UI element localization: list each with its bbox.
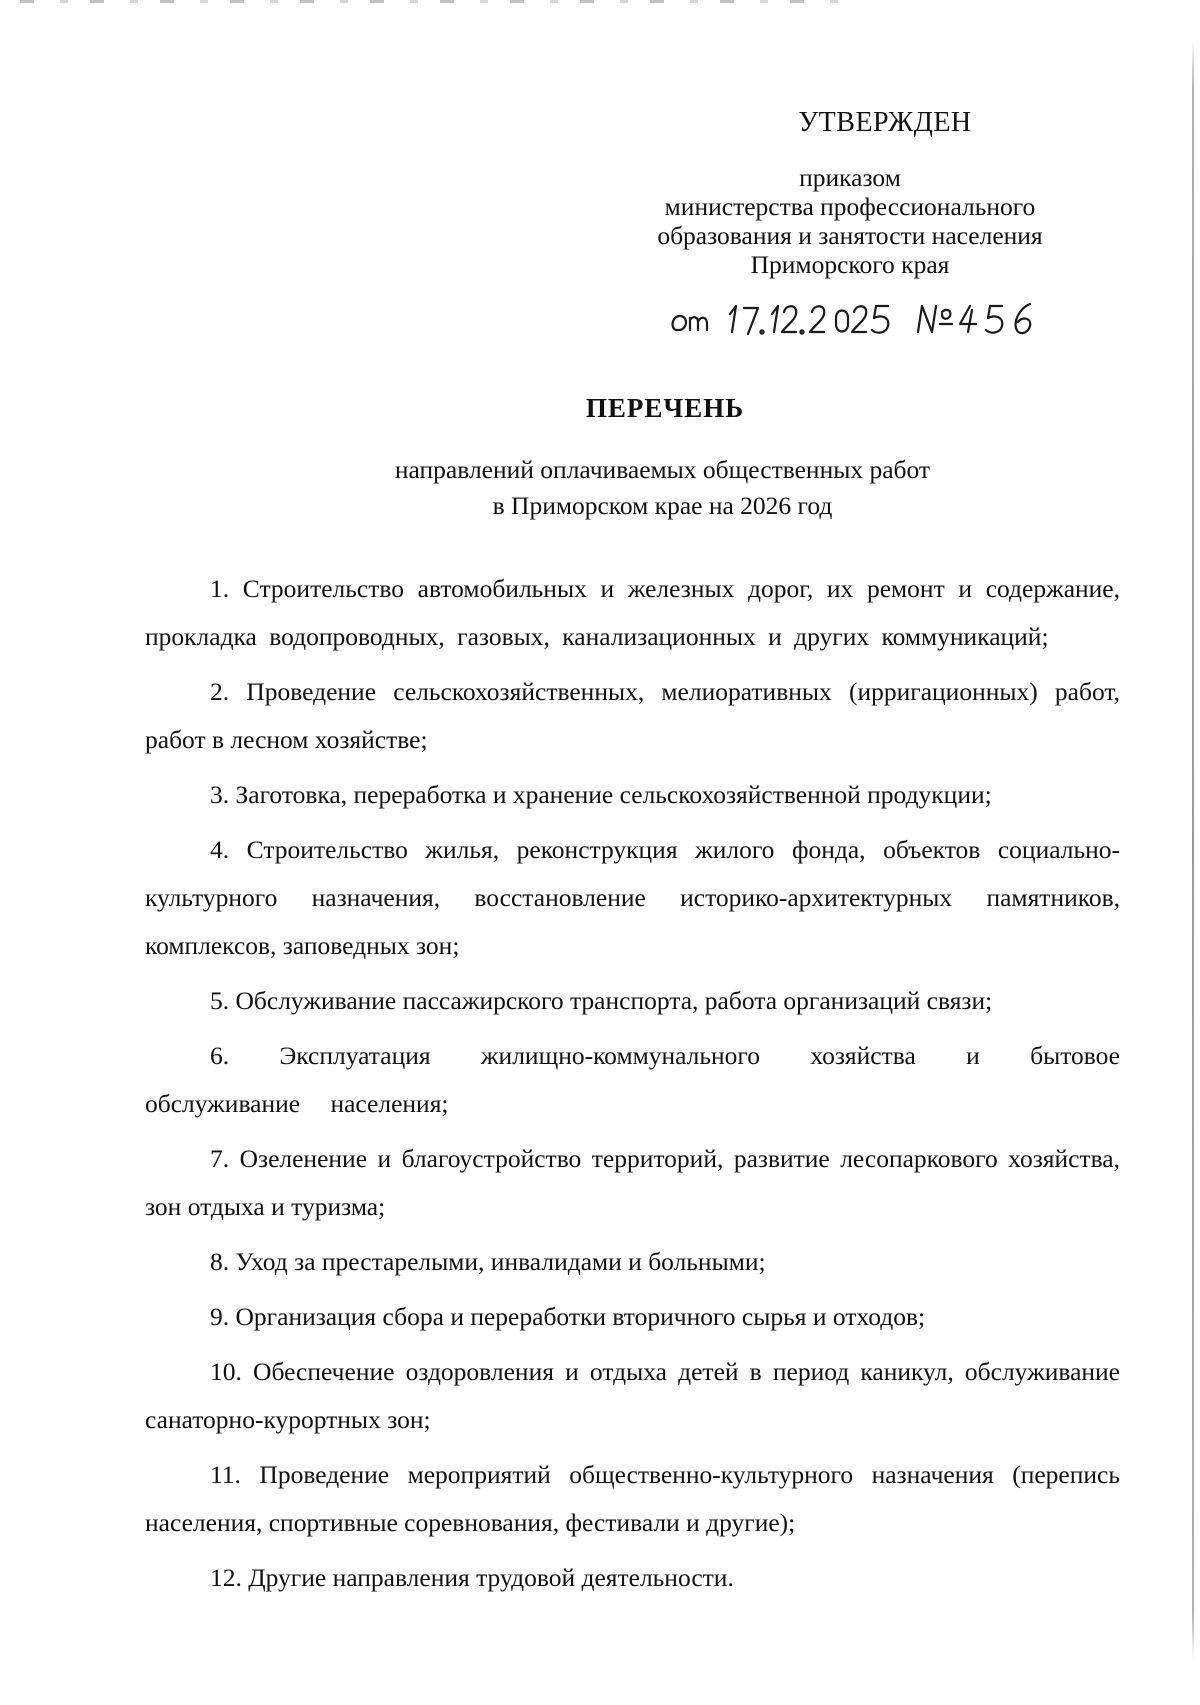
document-subtitle-line: направлений оплачиваемых общественных работ — [394, 455, 931, 484]
work-directions-list — [145, 565, 1120, 1609]
scan-border-line — [1192, 40, 1194, 1660]
list-item: 6. Эксплуатация жилищно-коммунального хозяйства и бытовое обслуживание населения; — [145, 1041, 1120, 1118]
list-item: 2. Проведение сельскохозяйственных, мелиоративных (ирригационных) работ, работ в лесном хозяйстве; — [145, 677, 1120, 754]
approval-block — [630, 108, 1070, 279]
approval-line: министерства профессионального — [664, 192, 1036, 221]
document-subtitle-line: в Приморском крае на 2026 год — [492, 491, 833, 520]
handwritten-date-drawing — [670, 290, 1090, 350]
list-item: 8. Уход за престарелыми, инвалидами и больными; — [210, 1247, 766, 1276]
list-item: 12. Другие направления трудовой деятельности. — [210, 1563, 734, 1592]
list-item: 4. Строительство жилья, реконструкция жилого фонда, объектов социально-культурного назначения, восстановление историко-архитектурных памятников, комплексов, заповедных зон; — [145, 835, 1120, 960]
list-item: 1. Строительство автомобильных и железных дорог, их ремонт и содержание, прокладка водопроводных, газовых, канализационных и других коммуникаций; — [145, 574, 1120, 651]
approval-line: Приморского края — [750, 250, 950, 279]
list-item: 5. Обслуживание пассажирского транспорта, работа организаций связи; — [210, 986, 993, 1015]
list-item: 7. Озеленение и благоустройство территорий, развитие лесопаркового хозяйства, зон отдыха и туризма; — [145, 1144, 1120, 1221]
list-item: 10. Обеспечение оздоровления и отдыха детей в период каникул, обслуживание санаторно-курортных зон; — [145, 1357, 1120, 1434]
list-item: 11. Проведение мероприятий общественно-культурного назначения (перепись населения, спортивные соревнования, фестивали и другие); — [145, 1460, 1120, 1537]
approval-line: образования и занятости населения — [657, 221, 1043, 250]
list-item: 3. Заготовка, переработка и хранение сельскохозяйственной продукции; — [210, 780, 992, 809]
list-item: 9. Организация сбора и переработки вторичного сырья и отходов; — [210, 1302, 926, 1331]
document-title: ПЕРЕЧЕНЬ — [585, 393, 745, 423]
scan-edge-artifact — [20, 0, 840, 3]
approval-line: приказом — [799, 163, 901, 192]
handwritten-date-number — [670, 290, 1090, 350]
approval-title: УТВЕРЖДЕН — [798, 107, 972, 138]
document-heading — [0, 393, 1200, 524]
